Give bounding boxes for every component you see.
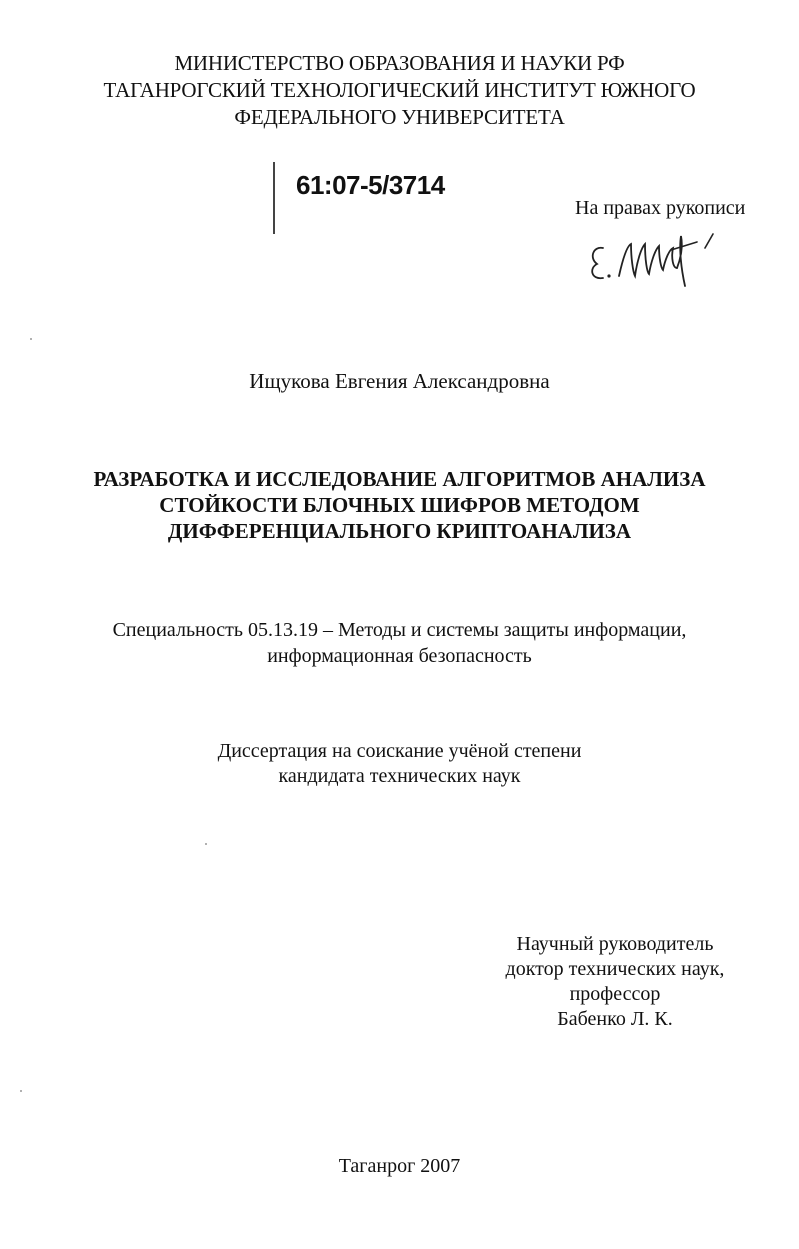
city-year: Таганрог 2007 <box>338 1155 461 1177</box>
scan-speck <box>20 1090 22 1092</box>
title-line-2: СТОЙКОСТИ БЛОЧНЫХ ШИФРОВ МЕТОДОМ <box>159 493 640 517</box>
degree-statement <box>0 739 799 789</box>
stamp-margin-line <box>273 162 275 234</box>
title-line-1: РАЗРАБОТКА И ИССЛЕДОВАНИЕ АЛГОРИТМОВ АНАЛИЗА <box>93 467 706 491</box>
ministry-line-3: ФЕДЕРАЛЬНОГО УНИВЕРСИТЕТА <box>234 105 565 129</box>
degree-line-1: Диссертация на соискание учёной степени <box>217 740 582 762</box>
supervisor-line-3: профессор <box>569 983 661 1005</box>
library-stamp-code: 61:07-5/3714 <box>296 170 445 200</box>
manuscript-note: На правах рукописи <box>575 197 746 219</box>
degree-line-2: кандидата технических наук <box>278 765 521 787</box>
author-name: Ищукова Евгения Александровна <box>249 369 550 393</box>
scan-speck <box>30 338 32 340</box>
ministry-line-1: МИНИСТЕРСТВО ОБРАЗОВАНИЯ И НАУКИ РФ <box>174 51 625 75</box>
dissertation-title <box>0 466 799 544</box>
supervisor-line-1: Научный руководитель <box>516 933 714 955</box>
supervisor-line-2: доктор технических наук, <box>505 958 725 980</box>
ministry-header <box>0 50 799 131</box>
scan-speck <box>205 843 207 845</box>
supervisor-block <box>490 932 740 1032</box>
title-line-3: ДИФФЕРЕНЦИАЛЬНОГО КРИПТОАНАЛИЗА <box>167 519 632 543</box>
specialty <box>0 617 799 669</box>
handwritten-signature <box>585 228 735 288</box>
specialty-line-1: Специальность 05.13.19 – Методы и системы защиты информации, <box>112 619 687 641</box>
specialty-line-2: информационная безопасность <box>267 645 532 667</box>
supervisor-line-4: Бабенко Л. К. <box>557 1008 673 1030</box>
ministry-line-2: ТАГАНРОГСКИЙ ТЕХНОЛОГИЧЕСКИЙ ИНСТИТУТ ЮЖНОГО <box>103 78 696 102</box>
